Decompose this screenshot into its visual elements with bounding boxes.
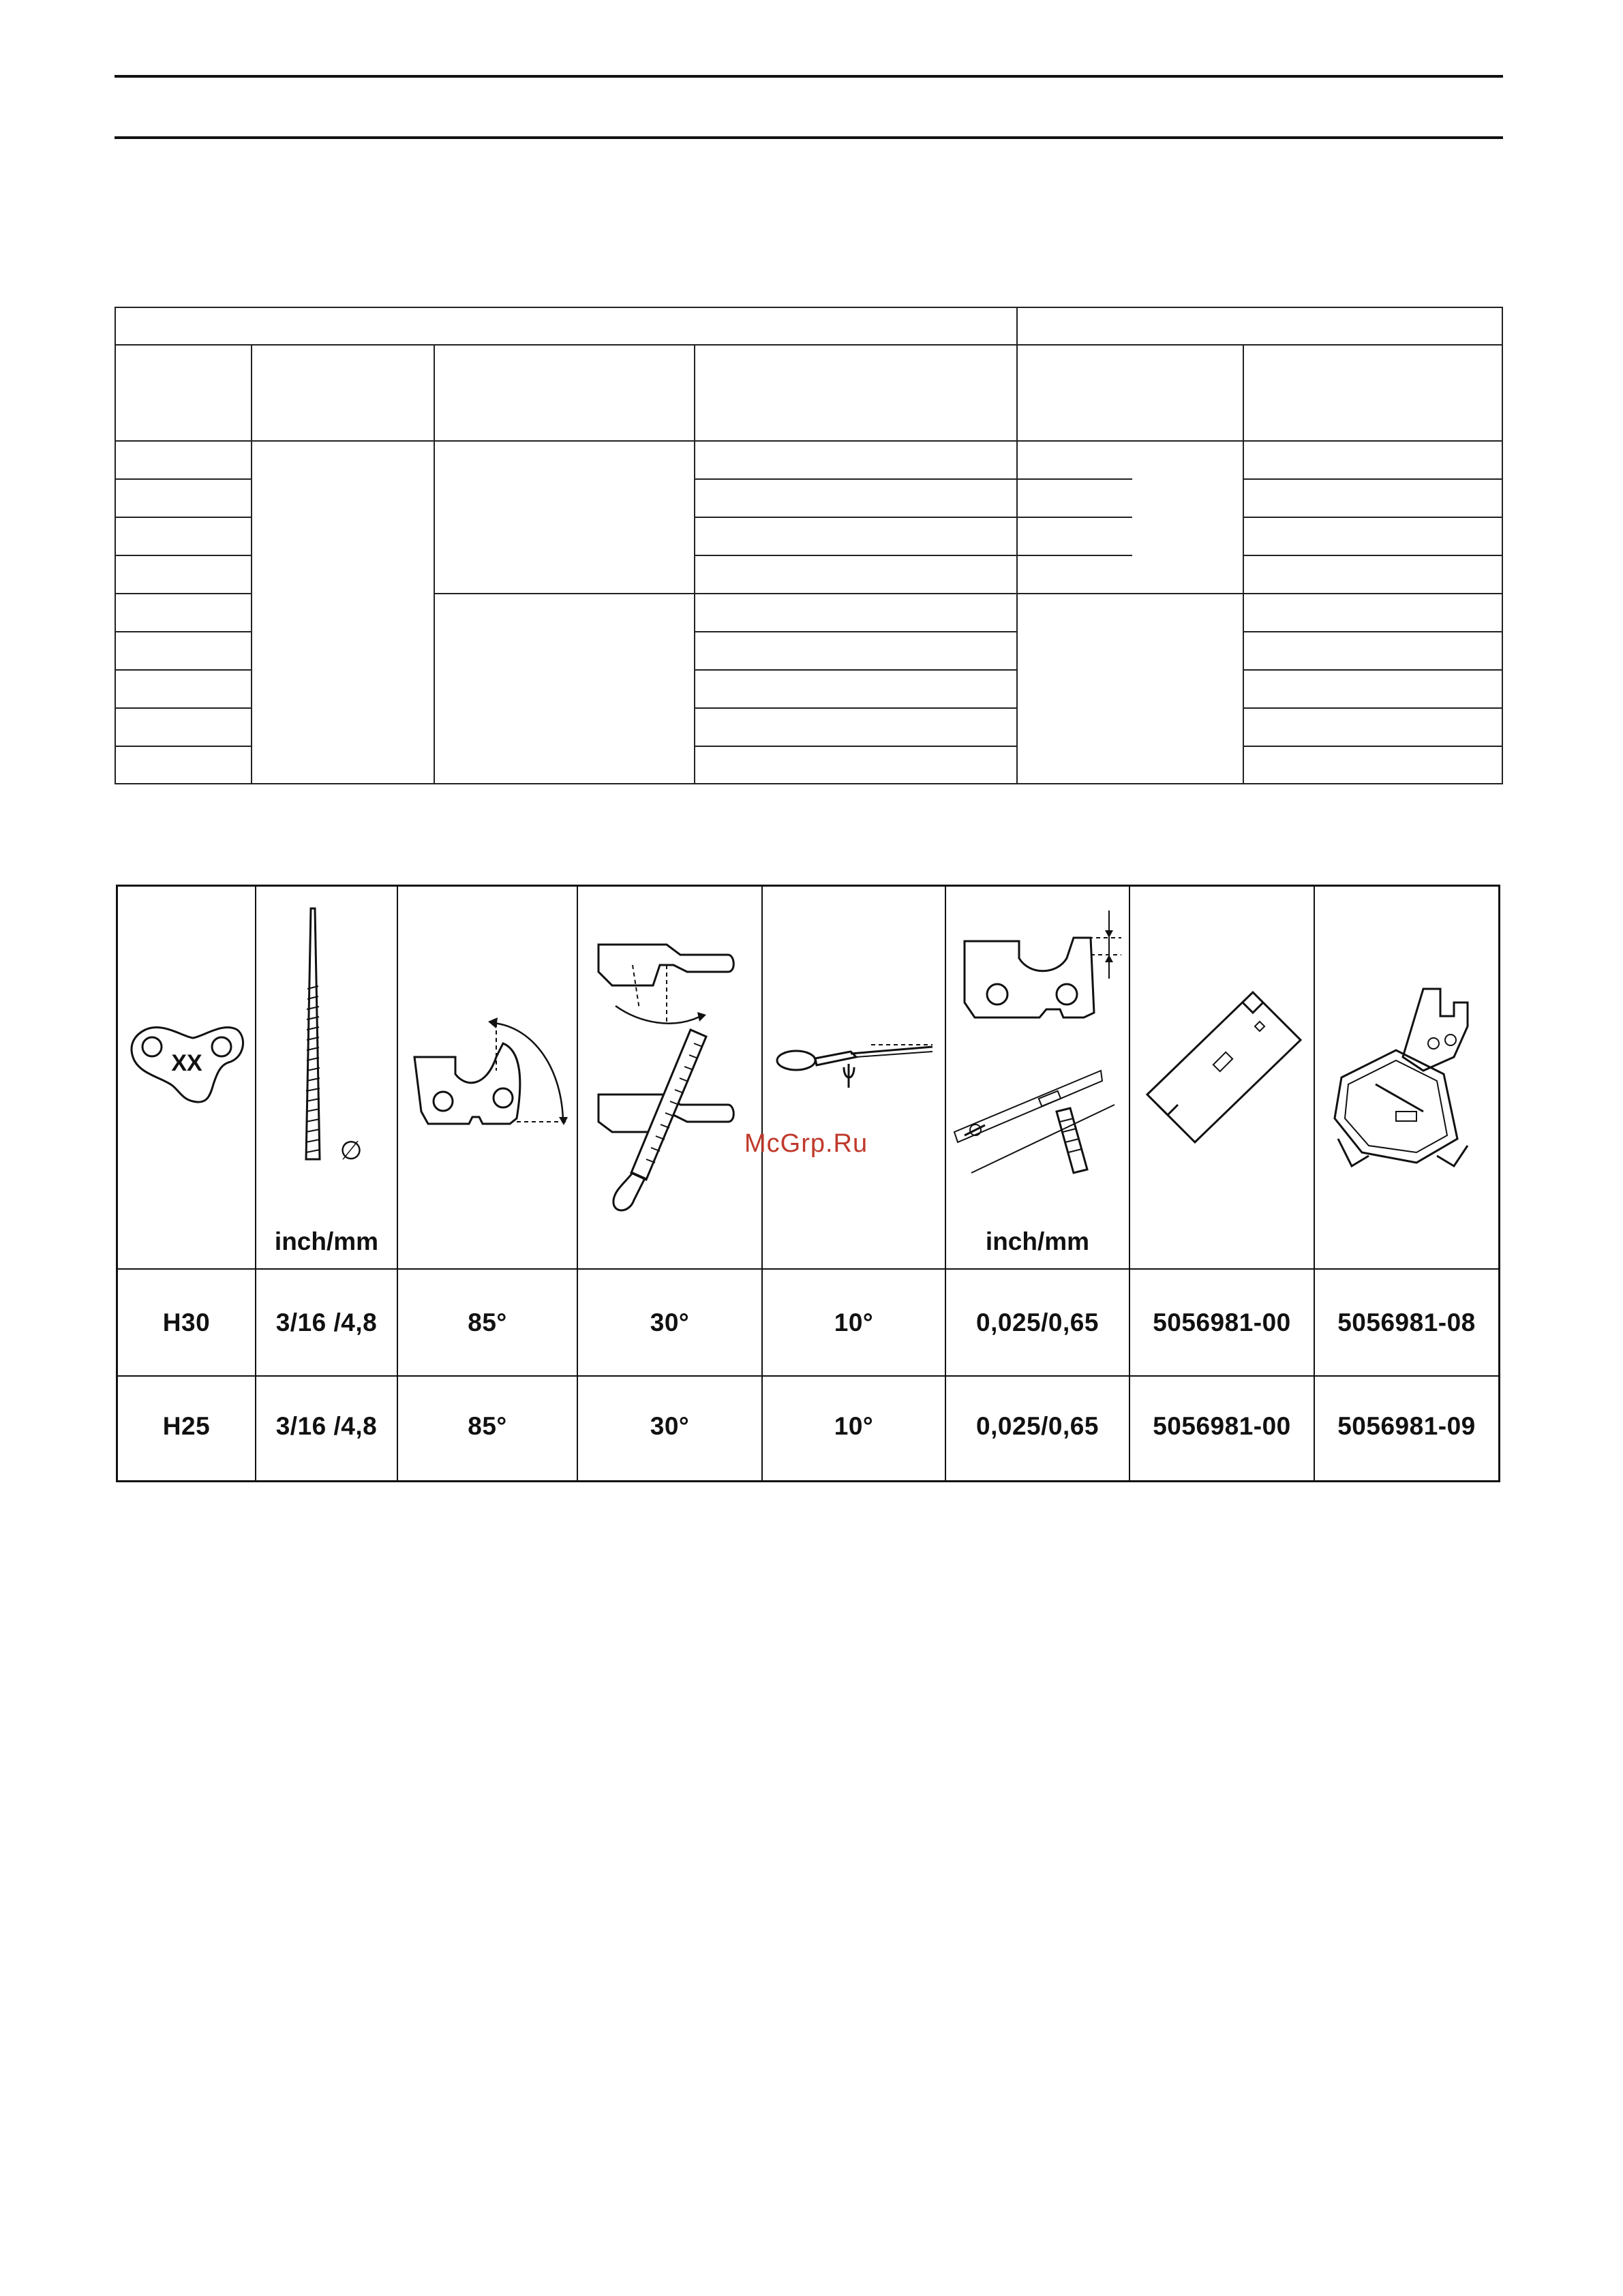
table-line xyxy=(251,344,252,784)
file-diameter-unit: inch/mm xyxy=(274,1227,379,1255)
round-file-icon xyxy=(288,900,370,1173)
table-cell-file-guide-1: 5056981-08 xyxy=(1337,1308,1476,1336)
table-line xyxy=(1243,478,1503,480)
table-cell-gauge-tool-1: 5056981-00 xyxy=(1153,1308,1291,1336)
table-cell-gauge-tool-2: 5056981-00 xyxy=(1153,1411,1291,1440)
rule-top xyxy=(115,75,1503,78)
table-line xyxy=(694,478,1132,480)
table-cell-file-holder-angle-2: 10° xyxy=(834,1411,874,1440)
table-cell-top-plate-angle-2: 85° xyxy=(468,1411,507,1440)
table-line xyxy=(1016,307,1018,784)
table-line xyxy=(1243,669,1503,671)
empty-specification-table xyxy=(115,307,1503,784)
table-line xyxy=(115,783,1503,784)
table-line xyxy=(115,478,251,480)
table-line xyxy=(115,631,251,632)
table-line xyxy=(1243,555,1503,556)
table-cell-filing-angle-1: 30° xyxy=(650,1308,690,1336)
table-line xyxy=(1243,344,1244,784)
table-line xyxy=(694,517,1132,518)
table-line xyxy=(1016,593,1243,594)
table-line xyxy=(694,631,1016,632)
table-line xyxy=(115,517,251,518)
table-cell-file-diameter-2: 3/16 /4,8 xyxy=(275,1411,378,1440)
file-holder-icon xyxy=(769,1023,939,1118)
table-line xyxy=(115,307,1503,308)
table-cell-model-1: H30 xyxy=(162,1308,211,1336)
table-line xyxy=(115,593,251,594)
table-line xyxy=(694,707,1016,709)
sharpening-data-table xyxy=(116,885,1500,1482)
depth-gauge-unit: inch/mm xyxy=(985,1227,1090,1255)
table-line xyxy=(694,746,1016,747)
table-line xyxy=(115,344,1503,346)
table-line xyxy=(694,593,1016,594)
table-cell-top-plate-angle-1: 85° xyxy=(468,1308,507,1336)
table-line xyxy=(115,440,1503,442)
watermark: McGrp.Ru xyxy=(744,1129,868,1158)
table-line xyxy=(115,307,116,784)
table-cell-depth-gauge-2: 0,025/0,65 xyxy=(976,1411,1099,1440)
chain-drive-link-icon xyxy=(125,1016,247,1125)
table-line xyxy=(1243,517,1503,518)
table-line xyxy=(694,344,695,784)
top-plate-angle-icon xyxy=(408,1002,571,1146)
table-cell-file-guide-2: 5056981-09 xyxy=(1337,1411,1476,1440)
table-line xyxy=(1243,707,1503,709)
file-guide-icon xyxy=(1321,982,1498,1180)
table-cell-depth-gauge-1: 0,025/0,65 xyxy=(976,1308,1099,1336)
table-line xyxy=(694,669,1016,671)
rule-bottom xyxy=(115,136,1503,139)
table-cell-model-2: H25 xyxy=(162,1411,211,1440)
table-line xyxy=(1243,631,1503,632)
table-line xyxy=(115,746,251,747)
filing-angle-icon xyxy=(592,934,748,1227)
table-cell-file-holder-angle-1: 10° xyxy=(834,1308,874,1336)
table-cell-file-diameter-1: 3/16 /4,8 xyxy=(275,1308,378,1336)
table-line xyxy=(694,555,1132,556)
depth-gauge-tool-icon xyxy=(1140,982,1304,1146)
diameter-symbol: ∅ xyxy=(339,1137,363,1165)
depth-gauge-icon xyxy=(951,900,1128,1193)
table-line xyxy=(1502,307,1503,784)
drive-link-label: XX xyxy=(171,1050,202,1076)
table-line xyxy=(115,669,251,671)
table-line xyxy=(435,593,695,594)
table-line xyxy=(115,707,251,709)
table-line xyxy=(1243,593,1503,594)
table-line xyxy=(1243,746,1503,747)
table-line xyxy=(115,555,251,556)
table-cell-filing-angle-2: 30° xyxy=(650,1411,690,1440)
table-line xyxy=(434,344,435,784)
